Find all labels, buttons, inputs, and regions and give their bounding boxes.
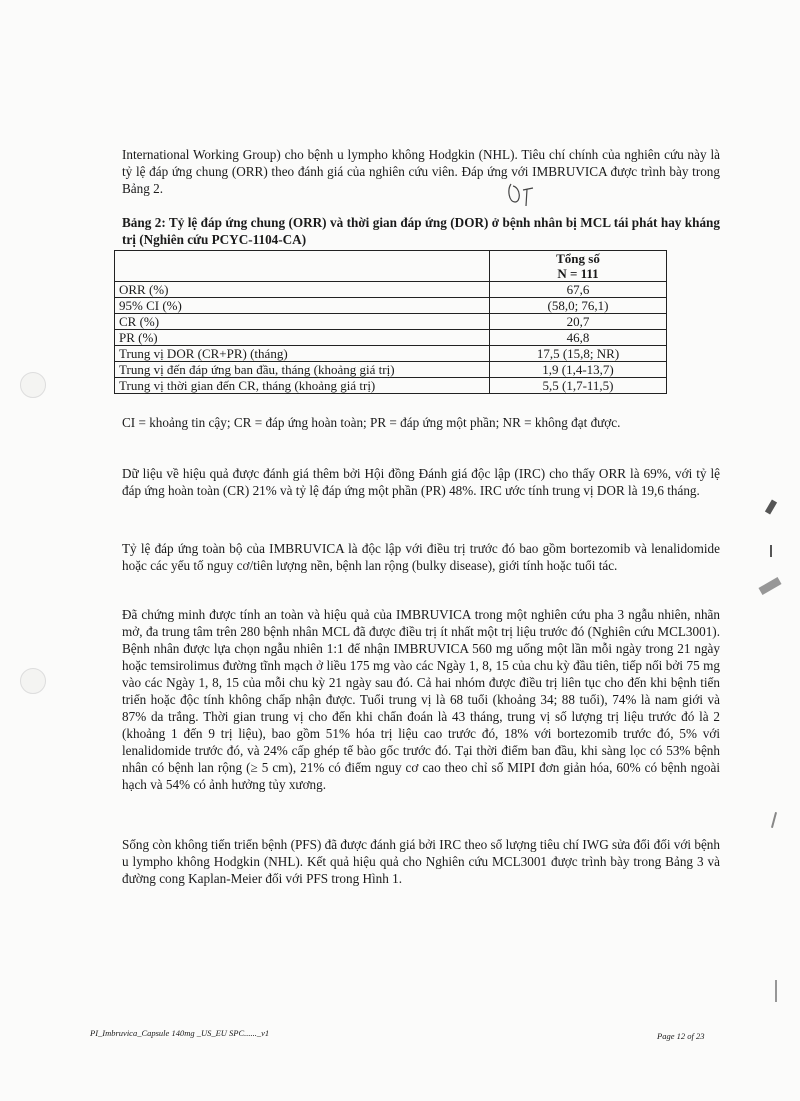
table-footnote: CI = khoảng tin cậy; CR = đáp ứng hoàn toàn; PR = đáp ứng một phần; NR = không đạt được. — [122, 415, 621, 430]
punch-hole — [20, 668, 46, 694]
row-value: 1,9 (1,4-13,7) — [490, 362, 667, 378]
row-label: 95% CI (%) — [115, 298, 490, 314]
table-row — [115, 298, 667, 314]
table-row — [115, 378, 667, 394]
table-row — [115, 346, 667, 362]
mcl3001-paragraph: Đã chứng minh được tính an toàn và hiệu quả của IMBRUVICA trong một nghiên cứu pha 3 ngẫu nhiên, nhãn mở, đa trung tâm trên 280 bệnh nhân MCL đã được điều trị ít nhất một trị liệu trước đó (Nghiên cứu MCL3001). Bệnh nhân được lựa chọn ngẫu nhiên 1:1 để nhận IMBRUVICA 560 mg uống một lần mỗi ngày trong 21 ngày hoặc temsirolimus đường tĩnh mạch ở liều 175 mg vào các Ngày 1, 8, 15 của chu kỳ đầu tiên, tiếp nối bởi 75 mg vào các Ngày 1, 8, 15 của mỗi chu kỳ 21 ngày sau đó. Cả hai nhóm được điều trị liên tục cho đến khi bệnh tiến triển hoặc độc tính không chấp nhận được. Tuổi trung vị là 68 tuổi (khoảng 34; 88 tuổi), 74% là nam giới và 87% da trắng. Thời gian trung vị cho đến khi chẩn đoán là 43 tháng, trung vị số lượng trị liệu trước đó là 2 (khoảng 1 đến 9 trị liệu), bao gồm 51% hóa trị liệu cao trước đó, 18% với bortezomib trước đó, 5% với lenalidomide trước đó, và 24% cấp ghép tế bào gốc trước đó. Tại thời điểm ban đầu, khi sàng lọc có 53% bệnh nhân có bệnh lan rộng (≥ 5 cm), 21% có điểm nguy cơ cao theo chỉ số MIPI đơn giản hóa, 60% có bệnh ngoài hạch và 54% có ảnh hưởng tủy xương. — [122, 607, 720, 792]
pfs-paragraph: Sống còn không tiến triển bệnh (PFS) đã được đánh giá bởi IRC theo số lượng tiêu chí IWG sửa đổi đối với bệnh u lympho không Hodgkin (NHL). Kết quả hiệu quả cho Nghiên cứu MCL3001 được trình bày trong Bảng 3 và đường cong Kaplan-Meier đối với PFS trong Hình 1. — [122, 837, 720, 886]
scan-mark — [771, 812, 777, 828]
table-row — [115, 282, 667, 298]
row-label: Trung vị DOR (CR+PR) (tháng) — [115, 346, 490, 362]
table-row — [115, 330, 667, 346]
row-label: Trung vị đến đáp ứng ban đầu, tháng (khoảng giá trị) — [115, 362, 490, 378]
row-label: CR (%) — [115, 314, 490, 330]
header-n-label: N = 111 — [557, 266, 599, 281]
irc-paragraph: Dữ liệu về hiệu quả được đánh giá thêm bởi Hội đồng Đánh giá độc lập (IRC) cho thấy ORR là 69%, với tỷ lệ đáp ứng hoàn toàn (CR) 21% và tỷ lệ đáp ứng một phần (PR) 48%. IRC ước tính trung vị DOR là 19,6 tháng. — [122, 466, 720, 498]
row-value: 46,8 — [490, 330, 667, 346]
table-header-total — [490, 251, 667, 282]
intro-paragraph: International Working Group) cho bệnh u lympho không Hodgkin (NHL). Tiêu chí chính của nghiên cứu này là tỷ lệ đáp ứng chung (ORR) theo đánh giá của nghiên cứu viên. Đáp ứng với IMBRUVICA được trình bày trong Bảng 2. — [122, 147, 720, 196]
table-caption: Bảng 2: Tỷ lệ đáp ứng chung (ORR) và thời gian đáp ứng (DOR) ở bệnh nhân bị MCL tái phát hay kháng trị (Nghiên cứu PCYC-1104-CA) — [122, 215, 720, 247]
row-label: PR (%) — [115, 330, 490, 346]
row-value: 67,6 — [490, 282, 667, 298]
table-row — [115, 314, 667, 330]
row-label: Trung vị thời gian đến CR, tháng (khoảng giá trị) — [115, 378, 490, 394]
scan-mark — [758, 577, 781, 595]
table-header-empty — [115, 251, 490, 282]
scan-mark — [765, 499, 777, 514]
table-header-row — [115, 251, 667, 282]
row-value: 17,5 (15,8; NR) — [490, 346, 667, 362]
row-value: (58,0; 76,1) — [490, 298, 667, 314]
scan-mark — [775, 980, 777, 1002]
row-label: ORR (%) — [115, 282, 490, 298]
scan-mark — [770, 545, 772, 557]
row-value: 20,7 — [490, 314, 667, 330]
table-row — [115, 362, 667, 378]
footer-document-id: PI_Imbruvica_Capsule 140mg _US_EU SPC......_v1 — [90, 1028, 270, 1038]
header-total-label: Tổng số — [556, 251, 600, 266]
response-independence-paragraph: Tỷ lệ đáp ứng toàn bộ của IMBRUVICA là độc lập với điều trị trước đó bao gồm bortezomib và lenalidomide hoặc các yếu tố nguy cơ/tiên lượng nền, bệnh lan rộng (bulky disease), giới tính hoặc tuổi tác. — [122, 541, 720, 573]
results-table — [114, 250, 667, 394]
footer-page-number: Page 12 of 23 — [657, 1031, 705, 1041]
punch-hole — [20, 372, 46, 398]
row-value: 5,5 (1,7-11,5) — [490, 378, 667, 394]
